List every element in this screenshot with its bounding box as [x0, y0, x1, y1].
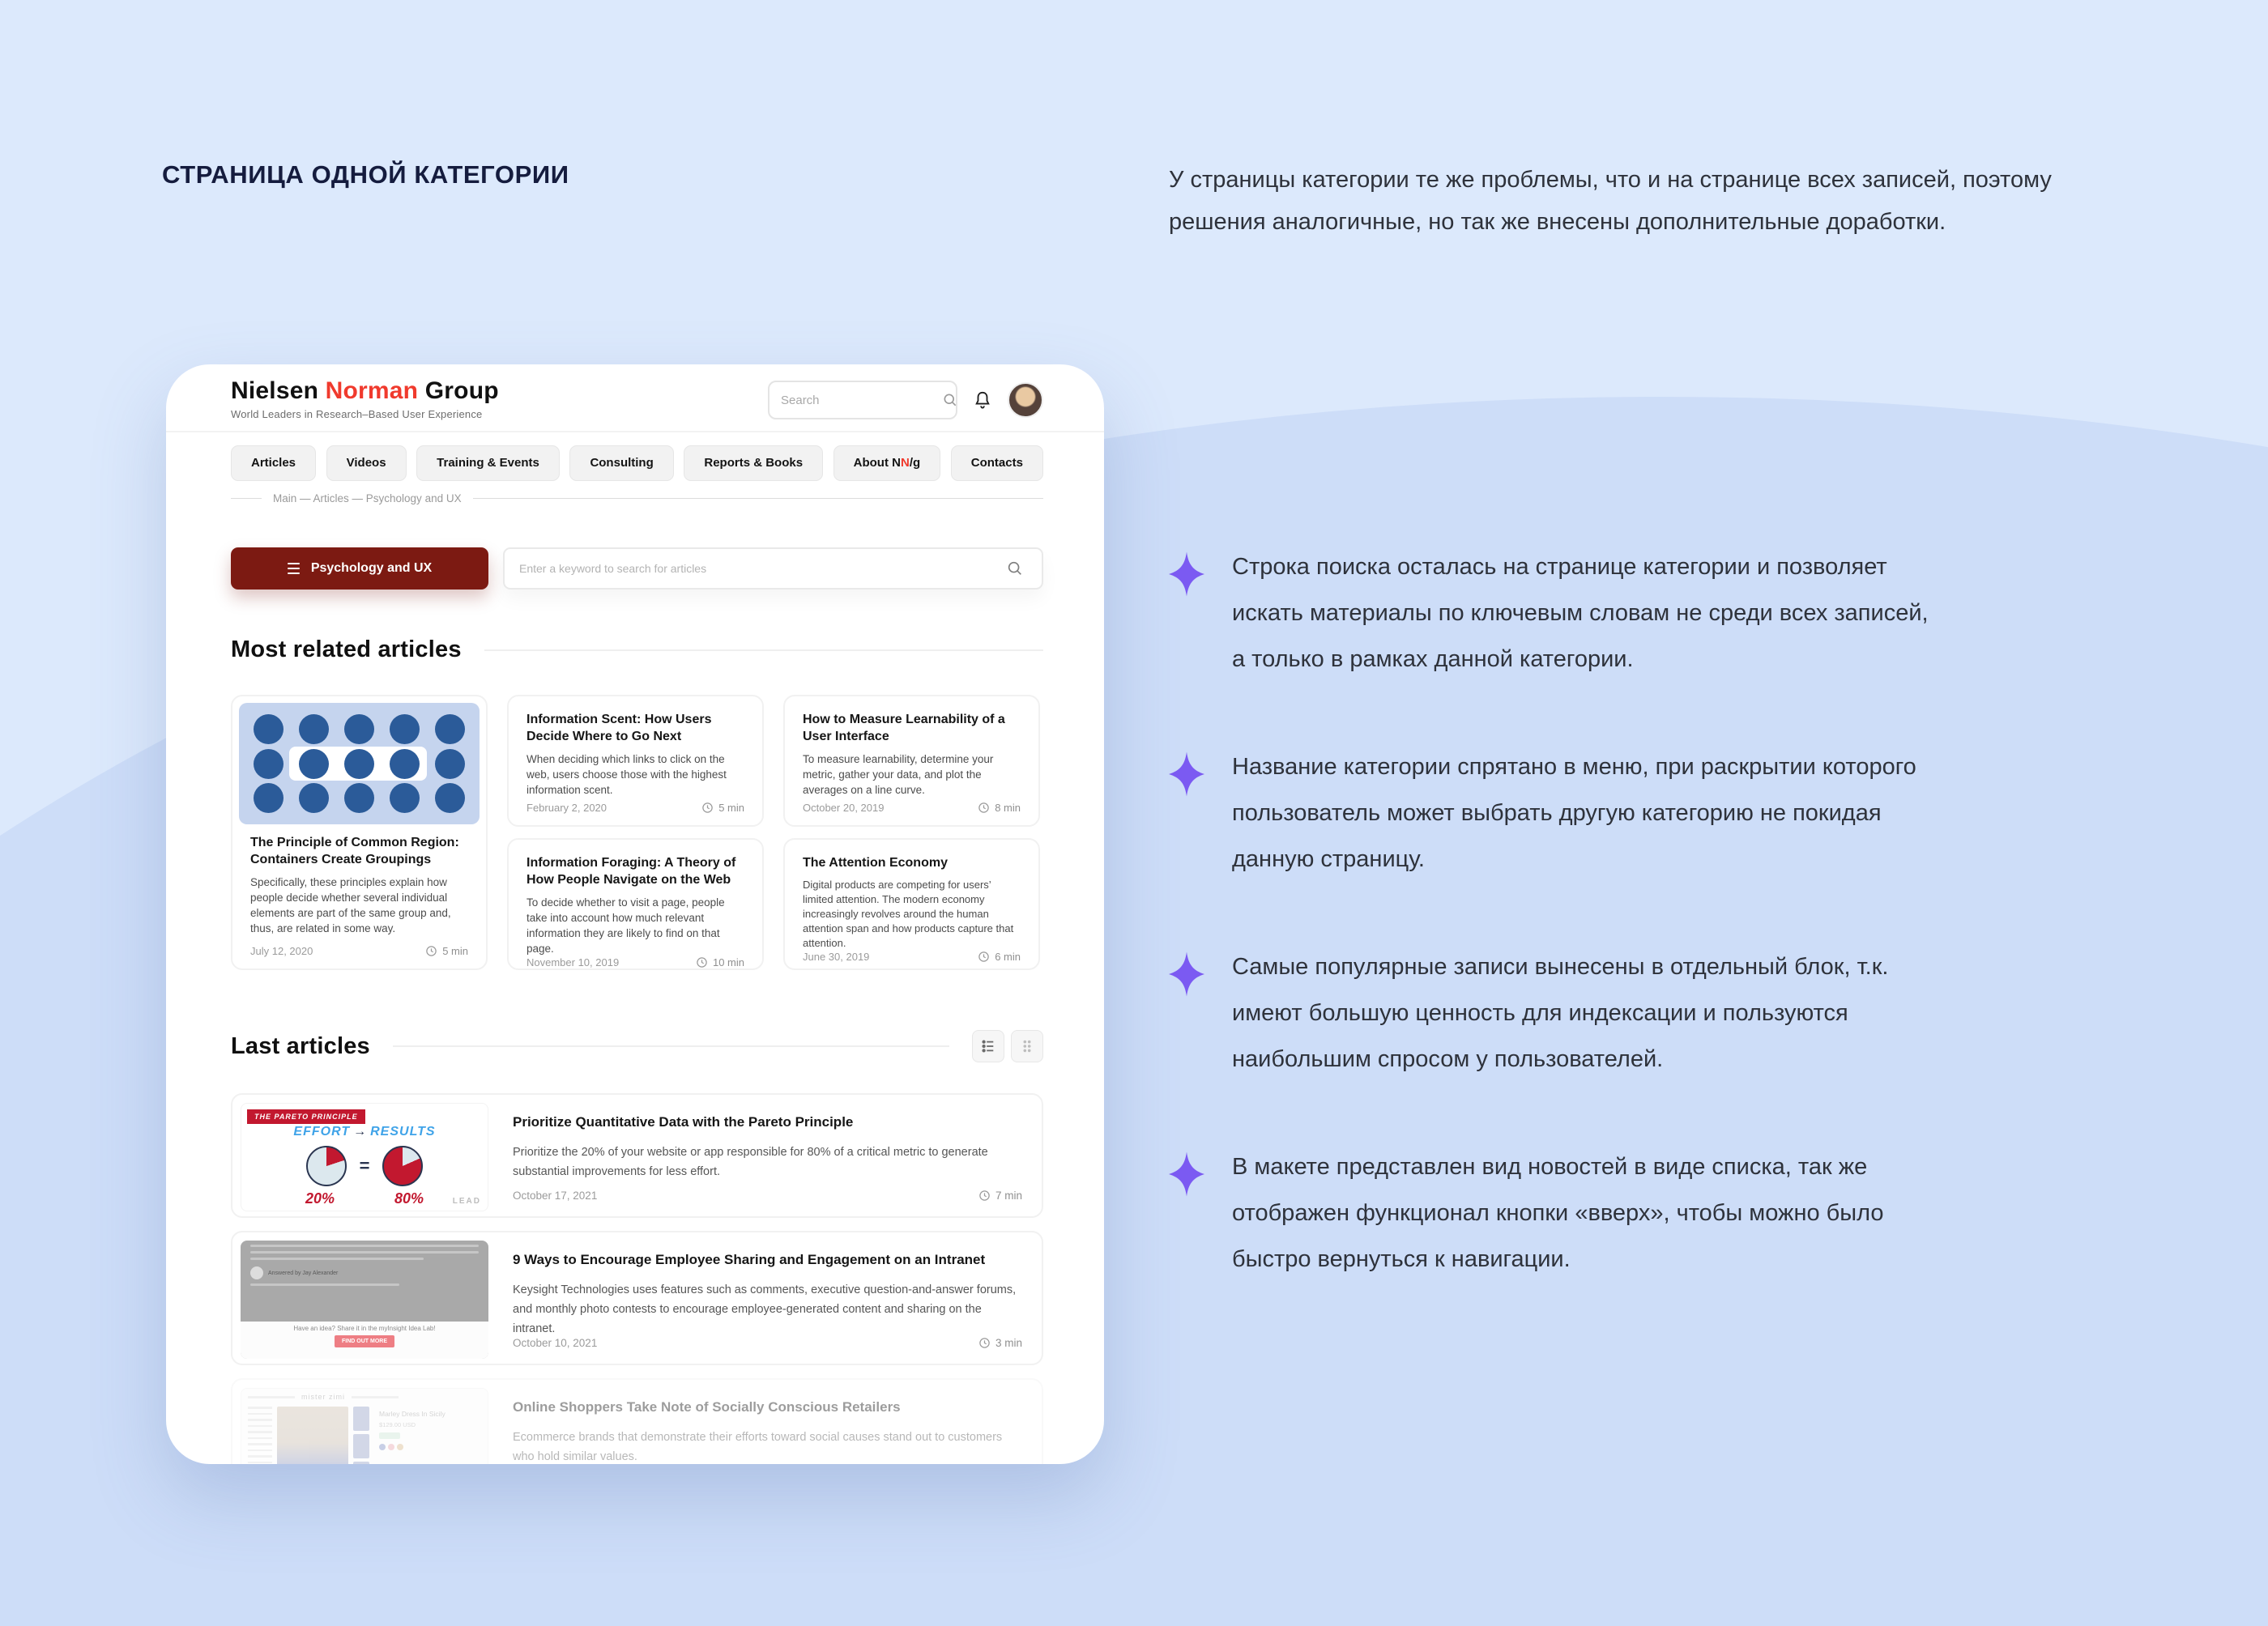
article-date: October 20, 2019: [803, 802, 885, 814]
read-time: 8 min: [978, 802, 1021, 814]
annotation-item: [1169, 944, 1929, 1083]
breadcrumb-line-left: [231, 498, 262, 500]
breadcrumb: [231, 492, 1043, 504]
logo-text: Nielsen Norman Group: [231, 377, 499, 404]
category-row: [231, 547, 1043, 590]
pie-label-80: 80%: [394, 1190, 424, 1207]
pie-chart-20: [306, 1146, 347, 1186]
related-heading: Most related articles: [231, 636, 462, 662]
sparkle-icon: [1169, 1151, 1204, 1198]
sparkle-icon: [1169, 551, 1204, 598]
article-date: July 12, 2020: [250, 945, 313, 957]
intro-line: решения аналогичные, но так же внесены дополнительные доработки.: [1169, 209, 1946, 235]
pareto-badge: THE PARETO PRINCIPLE: [247, 1109, 365, 1124]
last-articles-list: [231, 1093, 1043, 1464]
read-time: 3 min: [978, 1337, 1022, 1349]
pareto-illustration: [241, 1103, 488, 1211]
last-heading: Last articles: [231, 1032, 370, 1059]
logo-subtitle: World Leaders in Research–Based User Experience: [231, 408, 483, 420]
header-search-input[interactable]: [781, 394, 942, 407]
grid-view-button[interactable]: [1011, 1030, 1043, 1062]
pie-chart-80: [382, 1146, 423, 1186]
header-search[interactable]: [768, 381, 957, 419]
article-card[interactable]: [231, 695, 488, 970]
article-excerpt: Keysight Technologies uses features such as comments, executive question-and-answer forums, and monthly photo contests to encourage employee-generated content and sharing on the intranet.: [513, 1283, 1017, 1335]
article-search[interactable]: [503, 547, 1043, 590]
website-mockup: [166, 364, 1104, 1464]
list-item[interactable]: [231, 1378, 1043, 1464]
article-excerpt: To measure learnability, determine your metric, gather your data, and plot the averages on a line curve.: [803, 753, 994, 796]
bell-icon[interactable]: [970, 386, 995, 414]
common-region-illustration: [239, 703, 480, 824]
article-title: Prioritize Quantitative Data with the Pareto Principle: [513, 1114, 854, 1130]
category-button-label: Psychology and UX: [310, 561, 433, 575]
read-time: 5 min: [701, 802, 744, 814]
article-excerpt: When deciding which links to click on the web, users choose those with the highest information scent.: [526, 753, 727, 796]
annotation-text: В макете представлен вид новостей в виде списка, так же отображен функционал кнопки «вверх», чтобы можно было быстро вернуться к навигации.: [1232, 1154, 1884, 1272]
header-divider: [166, 431, 1104, 432]
product-price: $129.00 USD: [379, 1421, 416, 1428]
article-date: October 17, 2021: [513, 1190, 598, 1202]
annotations: [1169, 544, 1929, 1344]
lead-watermark: LEAD: [452, 1197, 481, 1206]
annotation-item: [1169, 1144, 1929, 1283]
sparkle-icon: [1169, 951, 1204, 998]
view-toggles: [972, 1030, 1043, 1062]
section-divider: [393, 1045, 949, 1047]
nav-tab-training[interactable]: Training & Events: [416, 445, 560, 481]
annotation-item: [1169, 544, 1929, 683]
article-excerpt: To decide whether to visit a page, people take into account how much relevant information they are likely to find on that page.: [526, 896, 725, 955]
read-time: 5 min: [425, 945, 468, 957]
article-card[interactable]: [507, 838, 764, 970]
site-header: [231, 377, 1043, 426]
nav-tab-consulting[interactable]: Consulting: [569, 445, 673, 481]
hamburger-icon: [288, 563, 300, 574]
read-time: 10 min: [696, 956, 744, 968]
list-item[interactable]: [231, 1231, 1043, 1365]
article-excerpt: Specifically, these principles explain how people decide whether several individual elements are part of the same group and, thus, are related in some way.: [250, 876, 451, 934]
intranet-screenshot: [241, 1241, 488, 1359]
article-search-input[interactable]: [519, 562, 1003, 575]
arrow-icon: →: [353, 1125, 368, 1139]
breadcrumb-line-right: [473, 498, 1043, 500]
nav-tab-reports[interactable]: Reports & Books: [684, 445, 823, 481]
related-section-header: [231, 636, 1043, 663]
article-excerpt: Ecommerce brands that demonstrate their efforts toward social causes stand out to customers who hold similar values.: [513, 1431, 1003, 1463]
article-title: Information Foraging: A Theory of How People Navigate on the Web: [526, 856, 736, 887]
product-photo: [277, 1407, 348, 1464]
search-icon[interactable]: [942, 386, 958, 414]
article-date: November 10, 2019: [526, 956, 620, 968]
section-divider: [484, 649, 1043, 651]
nav-tab-articles[interactable]: Articles: [231, 445, 316, 481]
find-out-more-button: FIND OUT MORE: [335, 1335, 394, 1347]
list-view-button[interactable]: [972, 1030, 1004, 1062]
pareto-caption: EFFORT → RESULTS: [293, 1125, 436, 1139]
idea-lab-text: Have an idea? Share it in the myInsight Idea Lab!: [293, 1325, 436, 1332]
shop-brand: mister zimi: [301, 1393, 345, 1401]
last-section-header: [231, 1030, 1043, 1062]
intro-paragraph: [1169, 159, 2052, 243]
article-excerpt: Prioritize the 20% of your website or app responsible for 80% of a critical metric to generate substantial improvements for less effort.: [513, 1146, 988, 1178]
article-title: The Attention Economy: [803, 856, 948, 870]
breadcrumb-text[interactable]: Main — Articles — Psychology and UX: [273, 492, 462, 504]
annotation-text: Строка поиска осталась на странице категории и позволяет искать материалы по ключевым словам не среди всех записей, а только в рамках данной категории.: [1232, 554, 1929, 672]
sparkle-icon: [1169, 751, 1204, 798]
equals-sign: =: [359, 1156, 370, 1176]
nav-tab-about[interactable]: About NN/g: [833, 445, 941, 481]
article-date: October 10, 2021: [513, 1337, 598, 1349]
read-time: 7 min: [978, 1190, 1022, 1202]
answered-by-label: Answered by Jay Alexander: [268, 1270, 339, 1276]
read-time: 6 min: [978, 951, 1021, 963]
annotation-text: Название категории спрятано в меню, при раскрытии которого пользователь может выбрать другую категорию не покидая данную страницу.: [1232, 754, 1916, 872]
logo-norman-red: Norman: [325, 377, 419, 404]
product-name: Marley Dress In Sicily: [379, 1410, 446, 1418]
list-item[interactable]: [231, 1093, 1043, 1218]
main-navigation: [231, 445, 1043, 481]
nav-tab-contacts[interactable]: Contacts: [951, 445, 1043, 481]
article-excerpt: Digital products are competing for users’ limited attention. The modern economy increasingly revolves around the human attention span and how products capture that attention.: [803, 879, 1014, 949]
ecommerce-screenshot: [241, 1388, 488, 1464]
article-title: Online Shoppers Take Note of Socially Conscious Retailers: [513, 1399, 901, 1415]
article-title: How to Measure Learnability of a User Interface: [803, 713, 1005, 743]
user-avatar[interactable]: [1008, 382, 1043, 418]
article-card[interactable]: [507, 695, 764, 827]
article-date: February 2, 2020: [526, 802, 608, 814]
pie-label-20: 20%: [305, 1190, 335, 1207]
nav-tab-videos[interactable]: Videos: [326, 445, 407, 481]
article-title: 9 Ways to Encourage Employee Sharing and Engagement on an Intranet: [513, 1252, 986, 1267]
page-title: СТРАНИЦА ОДНОЙ КАТЕГОРИИ: [162, 160, 569, 189]
annotation-item: [1169, 744, 1929, 883]
category-menu-button[interactable]: [231, 547, 488, 590]
header-actions: [768, 381, 1043, 419]
about-red-n: N: [900, 456, 910, 470]
intro-line: У страницы категории те же проблемы, что и на странице всех записей, поэтому: [1169, 167, 2052, 193]
article-title: Information Scent: How Users Decide Where to Go Next: [526, 713, 712, 743]
site-logo[interactable]: [231, 377, 499, 420]
search-icon[interactable]: [1003, 555, 1027, 582]
annotation-text: Самые популярные записи вынесены в отдельный блок, т.к. имеют большую ценность для индексации и пользуются наибольшим спросом у пользователей.: [1232, 954, 1889, 1072]
related-cards-grid: [231, 695, 1040, 970]
article-date: June 30, 2019: [803, 951, 870, 963]
article-card[interactable]: [783, 695, 1040, 827]
article-card[interactable]: [783, 838, 1040, 970]
commenter-avatar: [250, 1266, 263, 1279]
article-title: The Principle of Common Region: Containers Create Groupings: [250, 836, 459, 866]
